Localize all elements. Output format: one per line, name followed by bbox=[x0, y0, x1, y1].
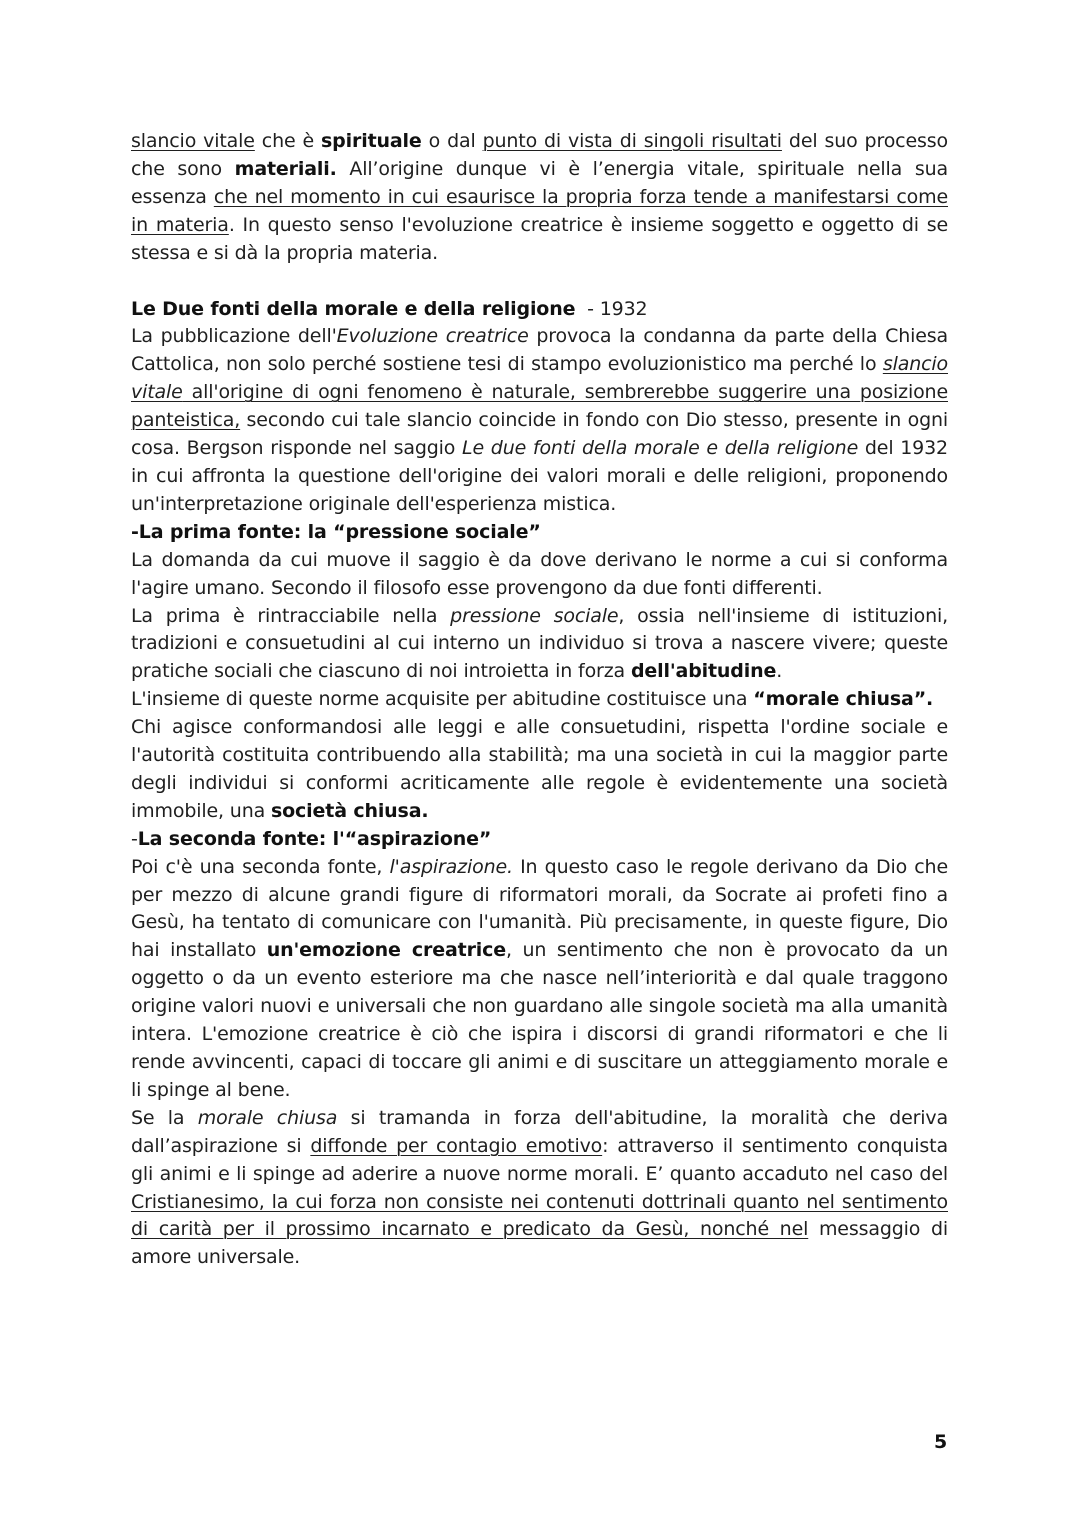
underlined-text: che nel momento in cui esaurisce la propria forza tende a manifestarsi come in materia bbox=[131, 185, 948, 236]
text-run: Chi agisce conformandosi alle leggi e alle consuetudini, rispetta l'ordine sociale e l'autorità costituita contribuendo alla stabilità; ma una società in cui la maggior parte degli individui si conformi acriticamente alle regole è evidentemente una società immobile, una bbox=[131, 716, 948, 822]
text-run: messaggio di amore universale. bbox=[131, 1218, 948, 1269]
section-year: - 1932 bbox=[575, 297, 648, 320]
bold-text: spirituale bbox=[321, 130, 422, 152]
paragraph-contagio-emotivo bbox=[131, 1105, 948, 1272]
text-run: , ossia nell'insieme di istituzioni, tradizioni e consuetudini al cui interno un individuo si trova a nascere vivere; queste pratiche sociali che ciascuno di noi introietta in forza bbox=[131, 604, 949, 683]
text-run: Se la bbox=[131, 1106, 198, 1129]
paragraph-pubblicazione bbox=[131, 323, 948, 518]
underlined-text: all'origine di ogni fenomeno è naturale, sembrerebbe suggerire una posizione panteistica, bbox=[131, 381, 948, 432]
bold-text: “morale chiusa”. bbox=[753, 688, 934, 711]
text-run: La pubblicazione dell' bbox=[131, 325, 337, 348]
underlined-text: diffonde per contagio emotivo bbox=[310, 1134, 603, 1157]
italic-text: Evoluzione creatrice bbox=[336, 325, 529, 348]
bold-text: società chiusa. bbox=[270, 799, 429, 822]
text-run: In questo caso le regole derivano da Dio che per mezzo di alcune grandi figure di riformatori morali, da Socrate ai profeti fino a Gesù, ha tentato di comunicare con l'umanità. Più precisamente, in queste figure, Dio hai installato bbox=[131, 855, 948, 962]
subheading-text: La seconda fonte: l'“aspirazione” bbox=[137, 827, 492, 850]
text-run: si tramanda in forza dell'abitudine, la moralità che deriva dall’aspirazione si bbox=[131, 1106, 948, 1157]
text-run: . In questo senso l'evoluzione creatrice è insieme soggetto e oggetto di se stessa e si dà la propria materia. bbox=[131, 213, 948, 264]
section-title: Le Due fonti della morale e della religione bbox=[131, 297, 576, 320]
text-run: del suo processo che sono bbox=[131, 130, 948, 180]
underlined-text: punto di vista di singoli risultati bbox=[482, 130, 782, 152]
italic-text: Le due fonti della morale e della religione bbox=[462, 437, 859, 460]
paragraph-societa-chiusa bbox=[131, 714, 948, 826]
paragraph-gap bbox=[131, 268, 948, 296]
subheading-prima-fonte bbox=[131, 519, 948, 547]
paragraph-aspirazione bbox=[131, 854, 948, 1105]
underlined-text: slancio vitale bbox=[131, 130, 255, 152]
italic-text: l'aspirazione. bbox=[389, 855, 513, 878]
text-run: secondo cui tale slancio coincide in fondo con Dio stesso, presente in ogni cosa. Bergson risponde nel saggio bbox=[131, 409, 948, 460]
text-run: All’origine dunque vi è l’energia vitale, spirituale nella sua essenza bbox=[131, 157, 948, 208]
text-run: che è bbox=[254, 130, 322, 152]
text-run: L'insieme di queste norme acquisite per abitudine costituisce una bbox=[131, 688, 754, 711]
bold-text: dell'abitudine bbox=[630, 660, 777, 683]
text-run: del 1932 in cui affronta la questione dell'origine dei valori morali e delle religioni, proponendo un'interpretazione originale dell'esperienza mistica. bbox=[131, 437, 948, 515]
text-run: provoca la condanna da parte della Chiesa Cattolica, non solo perché sostiene tesi di stampo evoluzionistico ma perché lo bbox=[131, 325, 948, 376]
section-heading bbox=[131, 296, 948, 324]
italic-text: morale chiusa bbox=[197, 1106, 338, 1129]
text-run: . bbox=[776, 660, 783, 683]
text-run: , un sentimento che non è provocato da un oggetto o da un evento esteriore ma che nasce nell’interiorità e dal quale traggono origine valori nuovi e universali che non guardano alle singole società ma alla umanità intera. L'emozione creatrice è ciò che ispira i discorsi di grandi riformatori e che li rende avvincenti, capaci di toccare gli animi e di suscitare un atteggiamento morale e li spinge al bene. bbox=[131, 939, 948, 1101]
paragraph-domanda: La domanda da cui muove il saggio è da dove derivano le norme a cui si conforma l'agire umano. Secondo il filosofo esse provengono da due fonti differenti. bbox=[131, 548, 948, 599]
page-number: 5 bbox=[934, 1431, 948, 1453]
underlined-italic-text: slancio vitale bbox=[131, 353, 948, 404]
text-run: o dal bbox=[421, 130, 483, 152]
text-run: Poi c'è una seconda fonte, bbox=[131, 855, 390, 878]
text-run: La prima è rintracciabile nella bbox=[131, 604, 451, 627]
subheading-dash: - bbox=[131, 827, 138, 850]
italic-text: pressione sociale bbox=[450, 604, 619, 627]
paragraph-slancio-vitale bbox=[131, 128, 948, 268]
paragraph-pressione-sociale bbox=[131, 603, 948, 687]
paragraph-morale-chiusa bbox=[131, 686, 948, 714]
document-body bbox=[131, 128, 948, 1272]
bold-text: materiali. bbox=[234, 157, 337, 180]
bold-text: un'emozione creatrice bbox=[266, 939, 507, 962]
text-run: : attraverso il sentimento conquista gli animi e li spinge ad aderire a nuove norme morali. E’ quanto accaduto nel caso del bbox=[131, 1134, 948, 1185]
subheading-seconda-fonte bbox=[131, 826, 948, 854]
subheading-text: -La prima fonte: la “pressione sociale” bbox=[131, 520, 541, 543]
underlined-text: Cristianesimo, la cui forza non consiste nei contenuti dottrinali quanto nel sentimento di carità per il prossimo incarnato e predicato da Gesù, nonché nel bbox=[131, 1190, 948, 1241]
